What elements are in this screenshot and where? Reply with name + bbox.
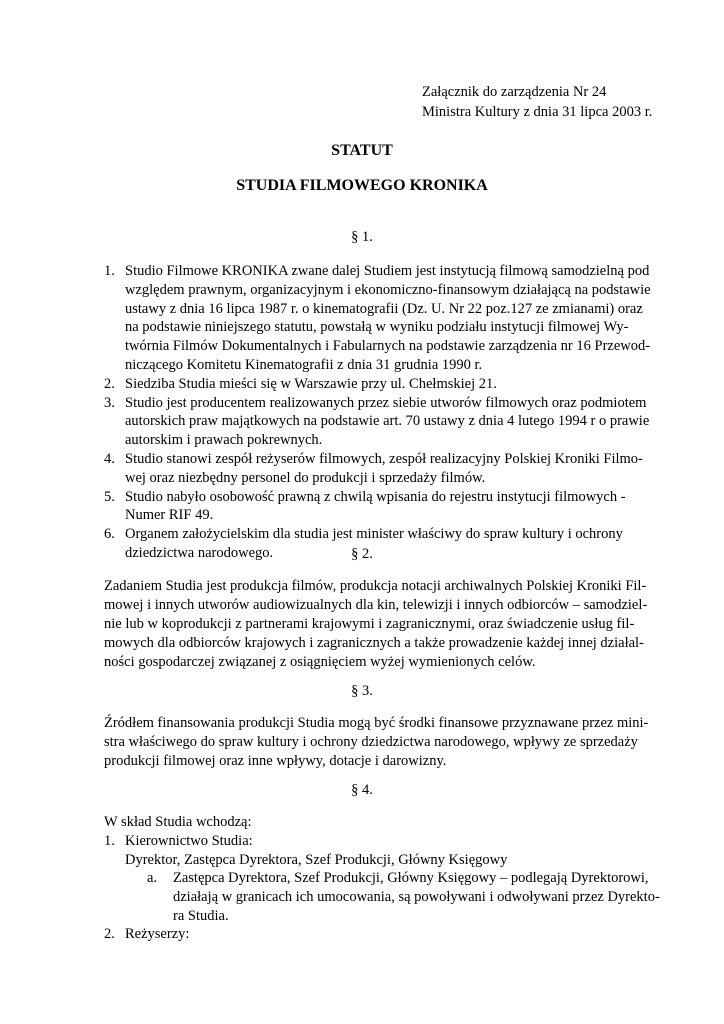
document-subtitle: STUDIA FILMOWEGO KRONIKA — [236, 177, 488, 194]
management-members: Dyrektor, Zastępca Dyrektora, Szef Produkcji, Główny Księgowy — [125, 851, 508, 868]
sub-list — [147, 869, 667, 925]
list-item — [104, 488, 664, 526]
paragraph-line: Zadaniem Studia jest produkcja filmów, produkcja notacji archiwalnych Polskiej Kroniki Fil- — [104, 578, 647, 594]
section-1-heading: § 1. — [351, 229, 373, 245]
list-item — [104, 832, 664, 870]
section-4-heading: § 4. — [351, 782, 373, 798]
sub-list-item-letter: a. — [147, 870, 158, 886]
paragraph-line: nie lub w koprodukcji z partnerami krajowymi i zagranicznymi, oraz świadczenie usług fil- — [104, 616, 635, 632]
list-item-number: 2. — [104, 375, 115, 392]
paragraph-line: Źródłem finansowania produkcji Studia mogą być środki finansowe przyznawane przez mini- — [104, 715, 649, 731]
section-4-list — [104, 832, 664, 870]
paragraph-line: mowej i innych utworów audiowizualnych dla kin, telewizji i innych odbiorców – samodziel- — [104, 597, 648, 613]
list-item-line: ustawy z dnia 16 lipca 1987 r. o kinematografii (Dz. U. Nr 22 poz.127 ze zmianami) oraz — [125, 300, 643, 317]
list-item-line: dziedzictwa narodowego. — [125, 544, 274, 561]
sub-list-item — [147, 869, 667, 925]
list-item-line: Organem założycielskim dla studia jest minister właściwy do spraw kultury i ochrony — [125, 526, 623, 543]
list-item-number: 1. — [104, 263, 115, 279]
list-item-line: twórnia Filmów Dokumentalnych i Fabularnych na podstawie zarządzenia nr 16 Przewod- — [125, 338, 651, 355]
annex-note — [422, 82, 652, 122]
section-2-heading: § 2. — [351, 546, 373, 562]
list-item — [104, 262, 664, 375]
list-item-line: Studio Filmowe KRONIKA zwane dalej Studiem jest instytucją filmową samodzielną pod — [125, 263, 650, 279]
document-title: STATUT — [331, 142, 393, 159]
list-item-line: Studio stanowi zespół reżyserów filmowych, zespół realizacyjny Polskiej Kroniki Filmo- — [125, 450, 643, 467]
paragraph-line: ności gospodarczej związanej z osiągnięciem wyżej wymienionych celów. — [104, 654, 536, 670]
list-item-number: 1. — [104, 833, 115, 849]
list-item — [104, 450, 664, 488]
section-2-paragraph — [104, 577, 664, 672]
paragraph-line: mowych dla odbiorców krajowych i zagranicznych a także prowadzenie każdej innej działal- — [104, 635, 644, 651]
list-item-line: Numer RIF 49. — [125, 507, 214, 524]
list-item-line: autorskim i prawach pokrewnych. — [125, 432, 323, 449]
paragraph-line: produkcji filmowej oraz inne wpływy, dotacje i darowizny. — [104, 753, 447, 769]
annex-line-1: Załącznik do zarządzenia Nr 24 — [422, 84, 607, 100]
annex-line-2: Ministra Kultury z dnia 31 lipca 2003 r. — [422, 104, 653, 120]
list-item-line: Reżyserzy: — [125, 926, 190, 942]
sub-list-item-line: ra Studia. — [173, 907, 229, 924]
list-item-line: na podstawie niniejszego statutu, powstałą w wyniku podziału instytucji filmowej Wy- — [125, 319, 629, 336]
list-item-number: 3. — [104, 394, 115, 411]
list-item-line: Studio jest producentem realizowanych przez siebie utworów filmowych oraz podmiotem — [125, 394, 647, 411]
sub-list-item-line: działają w granicach ich umocowania, są powoływani i odwoływani przez Dyrekto- — [173, 888, 660, 905]
list-item-number: 5. — [104, 488, 115, 505]
list-item — [104, 925, 664, 944]
list-item — [104, 375, 664, 394]
section-4-list-continued — [104, 925, 664, 944]
list-item-line: Kierownictwo Studia: — [125, 833, 253, 849]
list-item-number: 4. — [104, 450, 115, 467]
section-4-intro: W skład Studia wchodzą: — [104, 814, 252, 830]
section-3-paragraph — [104, 714, 664, 771]
sub-list-item-line: Zastępca Dyrektora, Szef Produkcji, Główny Księgowy – podlegają Dyrektorowi, — [173, 870, 649, 886]
paragraph-line: stra właściwego do spraw kultury i ochrony dziedzictwa narodowego, wpływy ze sprzedaży — [104, 734, 638, 750]
list-item — [104, 394, 664, 450]
section-3-heading: § 3. — [351, 683, 373, 699]
list-item-line: Studio nabyło osobowość prawną z chwilą wpisania do rejestru instytucji filmowych - — [125, 488, 626, 505]
list-item-line: autorskich praw majątkowych na podstawie art. 70 ustawy z dnia 4 lutego 1994 r o prawie — [125, 413, 650, 430]
list-item-number: 2. — [104, 926, 115, 942]
list-item-line: niczącego Komitetu Kinematografii z dnia 31 grudnia 1990 r. — [125, 356, 483, 373]
list-item-line: wej oraz niezbędny personel do produkcji i sprzedaży filmów. — [125, 469, 486, 486]
list-item-number: 6. — [104, 526, 115, 543]
list-item-line: Siedziba Studia mieści się w Warszawie przy ul. Chełmskiej 21. — [125, 375, 497, 392]
section-1-list — [104, 262, 664, 563]
list-item-line: względem prawnym, organizacyjnym i ekonomiczno-finansowym działającą na podstawie — [125, 281, 651, 298]
